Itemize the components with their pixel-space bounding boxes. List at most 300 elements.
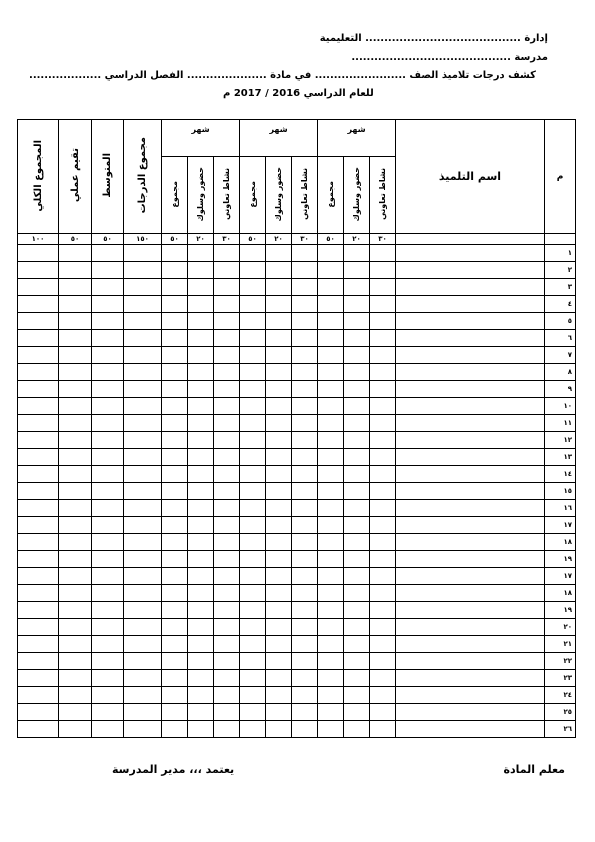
cell-m1-total[interactable] — [318, 704, 344, 721]
cell-practical[interactable] — [59, 687, 92, 704]
cell-m3-total[interactable] — [162, 432, 188, 449]
cell-average[interactable] — [92, 619, 124, 636]
cell-m1-total[interactable] — [318, 670, 344, 687]
cell-name[interactable] — [396, 670, 545, 687]
cell-grand-total[interactable] — [18, 483, 59, 500]
cell-m2-attendance[interactable] — [266, 585, 292, 602]
cell-m2-total[interactable] — [240, 449, 266, 466]
cell-m1-total[interactable] — [318, 381, 344, 398]
cell-m2-attendance[interactable] — [266, 721, 292, 738]
cell-m2-attendance[interactable] — [266, 500, 292, 517]
cell-grand-total[interactable] — [18, 330, 59, 347]
cell-m2-attendance[interactable] — [266, 262, 292, 279]
cell-average[interactable] — [92, 262, 124, 279]
cell-practical[interactable] — [59, 245, 92, 262]
cell-m2-activity[interactable] — [292, 602, 318, 619]
cell-m2-activity[interactable] — [292, 483, 318, 500]
cell-grand-total[interactable] — [18, 551, 59, 568]
cell-m2-total[interactable] — [240, 330, 266, 347]
cell-grand-total[interactable] — [18, 534, 59, 551]
cell-m2-attendance[interactable] — [266, 534, 292, 551]
cell-practical[interactable] — [59, 296, 92, 313]
cell-m1-attendance[interactable] — [344, 398, 370, 415]
cell-m3-attendance[interactable] — [188, 279, 214, 296]
cell-name[interactable] — [396, 415, 545, 432]
cell-m1-total[interactable] — [318, 330, 344, 347]
cell-m1-activity[interactable] — [370, 432, 396, 449]
cell-m2-attendance[interactable] — [266, 568, 292, 585]
cell-practical[interactable] — [59, 568, 92, 585]
cell-grand-total[interactable] — [18, 381, 59, 398]
cell-m2-attendance[interactable] — [266, 687, 292, 704]
cell-name[interactable] — [396, 245, 545, 262]
cell-m3-activity[interactable] — [214, 330, 240, 347]
cell-m2-attendance[interactable] — [266, 313, 292, 330]
cell-m1-total[interactable] — [318, 500, 344, 517]
cell-m1-attendance[interactable] — [344, 670, 370, 687]
cell-average[interactable] — [92, 551, 124, 568]
cell-average[interactable] — [92, 517, 124, 534]
cell-m1-activity[interactable] — [370, 262, 396, 279]
cell-name[interactable] — [396, 704, 545, 721]
cell-m1-attendance[interactable] — [344, 517, 370, 534]
cell-m1-attendance[interactable] — [344, 347, 370, 364]
cell-grades-total[interactable] — [124, 704, 162, 721]
cell-grades-total[interactable] — [124, 466, 162, 483]
cell-m2-attendance[interactable] — [266, 483, 292, 500]
cell-name[interactable] — [396, 330, 545, 347]
cell-grand-total[interactable] — [18, 704, 59, 721]
cell-average[interactable] — [92, 568, 124, 585]
cell-m1-total[interactable] — [318, 449, 344, 466]
cell-m2-total[interactable] — [240, 415, 266, 432]
cell-m3-total[interactable] — [162, 500, 188, 517]
cell-m2-total[interactable] — [240, 500, 266, 517]
cell-m3-attendance[interactable] — [188, 245, 214, 262]
cell-m3-total[interactable] — [162, 585, 188, 602]
cell-practical[interactable] — [59, 279, 92, 296]
cell-m2-activity[interactable] — [292, 500, 318, 517]
cell-grand-total[interactable] — [18, 568, 59, 585]
cell-m3-attendance[interactable] — [188, 296, 214, 313]
cell-m2-activity[interactable] — [292, 585, 318, 602]
cell-m1-activity[interactable] — [370, 415, 396, 432]
cell-m3-attendance[interactable] — [188, 704, 214, 721]
cell-m2-total[interactable] — [240, 398, 266, 415]
cell-name[interactable] — [396, 653, 545, 670]
cell-m2-total[interactable] — [240, 636, 266, 653]
cell-m2-total[interactable] — [240, 432, 266, 449]
cell-grand-total[interactable] — [18, 687, 59, 704]
cell-m3-total[interactable] — [162, 551, 188, 568]
cell-grades-total[interactable] — [124, 432, 162, 449]
cell-m3-attendance[interactable] — [188, 364, 214, 381]
cell-average[interactable] — [92, 398, 124, 415]
cell-m3-activity[interactable] — [214, 500, 240, 517]
cell-m2-total[interactable] — [240, 551, 266, 568]
cell-m2-activity[interactable] — [292, 704, 318, 721]
cell-m1-attendance[interactable] — [344, 296, 370, 313]
cell-grand-total[interactable] — [18, 653, 59, 670]
cell-grades-total[interactable] — [124, 415, 162, 432]
cell-m3-attendance[interactable] — [188, 585, 214, 602]
cell-m3-activity[interactable] — [214, 687, 240, 704]
cell-m1-total[interactable] — [318, 466, 344, 483]
cell-grand-total[interactable] — [18, 517, 59, 534]
cell-practical[interactable] — [59, 415, 92, 432]
cell-average[interactable] — [92, 704, 124, 721]
cell-m2-activity[interactable] — [292, 466, 318, 483]
cell-m2-total[interactable] — [240, 704, 266, 721]
cell-m3-total[interactable] — [162, 279, 188, 296]
cell-m3-total[interactable] — [162, 568, 188, 585]
cell-m3-activity[interactable] — [214, 568, 240, 585]
cell-practical[interactable] — [59, 466, 92, 483]
cell-m2-activity[interactable] — [292, 432, 318, 449]
cell-m2-total[interactable] — [240, 313, 266, 330]
cell-m1-activity[interactable] — [370, 483, 396, 500]
cell-m1-activity[interactable] — [370, 364, 396, 381]
cell-m3-total[interactable] — [162, 670, 188, 687]
cell-m3-total[interactable] — [162, 602, 188, 619]
cell-m3-activity[interactable] — [214, 381, 240, 398]
cell-m2-total[interactable] — [240, 568, 266, 585]
cell-practical[interactable] — [59, 398, 92, 415]
cell-average[interactable] — [92, 381, 124, 398]
cell-m1-activity[interactable] — [370, 687, 396, 704]
cell-m2-activity[interactable] — [292, 262, 318, 279]
cell-m3-activity[interactable] — [214, 721, 240, 738]
cell-name[interactable] — [396, 619, 545, 636]
cell-m1-attendance[interactable] — [344, 602, 370, 619]
cell-m3-attendance[interactable] — [188, 721, 214, 738]
cell-name[interactable] — [396, 466, 545, 483]
cell-m1-total[interactable] — [318, 585, 344, 602]
cell-m1-activity[interactable] — [370, 551, 396, 568]
cell-m3-total[interactable] — [162, 296, 188, 313]
cell-m2-attendance[interactable] — [266, 415, 292, 432]
cell-m1-activity[interactable] — [370, 347, 396, 364]
cell-m2-total[interactable] — [240, 619, 266, 636]
cell-m1-attendance[interactable] — [344, 483, 370, 500]
cell-m2-activity[interactable] — [292, 381, 318, 398]
cell-practical[interactable] — [59, 483, 92, 500]
cell-average[interactable] — [92, 602, 124, 619]
cell-m1-attendance[interactable] — [344, 381, 370, 398]
cell-grand-total[interactable] — [18, 296, 59, 313]
cell-average[interactable] — [92, 279, 124, 296]
cell-m2-attendance[interactable] — [266, 279, 292, 296]
cell-m1-total[interactable] — [318, 347, 344, 364]
cell-m1-total[interactable] — [318, 568, 344, 585]
cell-average[interactable] — [92, 245, 124, 262]
cell-m1-activity[interactable] — [370, 398, 396, 415]
cell-m1-total[interactable] — [318, 534, 344, 551]
cell-m2-attendance[interactable] — [266, 432, 292, 449]
cell-m2-attendance[interactable] — [266, 296, 292, 313]
cell-name[interactable] — [396, 347, 545, 364]
cell-m3-attendance[interactable] — [188, 483, 214, 500]
cell-m1-activity[interactable] — [370, 585, 396, 602]
cell-m2-total[interactable] — [240, 585, 266, 602]
cell-grades-total[interactable] — [124, 296, 162, 313]
cell-name[interactable] — [396, 568, 545, 585]
cell-m3-activity[interactable] — [214, 636, 240, 653]
cell-name[interactable] — [396, 381, 545, 398]
cell-m3-activity[interactable] — [214, 432, 240, 449]
cell-m1-attendance[interactable] — [344, 330, 370, 347]
cell-name[interactable] — [396, 534, 545, 551]
cell-name[interactable] — [396, 398, 545, 415]
cell-grades-total[interactable] — [124, 449, 162, 466]
cell-grades-total[interactable] — [124, 330, 162, 347]
cell-m3-total[interactable] — [162, 534, 188, 551]
cell-m1-attendance[interactable] — [344, 585, 370, 602]
cell-grades-total[interactable] — [124, 364, 162, 381]
cell-grand-total[interactable] — [18, 466, 59, 483]
cell-grades-total[interactable] — [124, 279, 162, 296]
cell-m2-attendance[interactable] — [266, 398, 292, 415]
cell-m2-activity[interactable] — [292, 296, 318, 313]
cell-m2-total[interactable] — [240, 483, 266, 500]
cell-grades-total[interactable] — [124, 670, 162, 687]
cell-m3-total[interactable] — [162, 653, 188, 670]
cell-m2-activity[interactable] — [292, 636, 318, 653]
cell-m1-attendance[interactable] — [344, 262, 370, 279]
cell-m3-attendance[interactable] — [188, 636, 214, 653]
cell-m2-activity[interactable] — [292, 330, 318, 347]
cell-m1-attendance[interactable] — [344, 279, 370, 296]
cell-practical[interactable] — [59, 432, 92, 449]
cell-average[interactable] — [92, 636, 124, 653]
cell-practical[interactable] — [59, 449, 92, 466]
cell-m2-total[interactable] — [240, 279, 266, 296]
cell-grades-total[interactable] — [124, 551, 162, 568]
cell-m1-activity[interactable] — [370, 466, 396, 483]
cell-m3-activity[interactable] — [214, 347, 240, 364]
cell-m3-attendance[interactable] — [188, 534, 214, 551]
cell-m1-activity[interactable] — [370, 636, 396, 653]
cell-m3-activity[interactable] — [214, 534, 240, 551]
cell-m2-attendance[interactable] — [266, 245, 292, 262]
cell-m3-attendance[interactable] — [188, 330, 214, 347]
cell-m2-activity[interactable] — [292, 313, 318, 330]
cell-grades-total[interactable] — [124, 398, 162, 415]
cell-m3-total[interactable] — [162, 721, 188, 738]
cell-grand-total[interactable] — [18, 364, 59, 381]
cell-m3-attendance[interactable] — [188, 398, 214, 415]
cell-m3-total[interactable] — [162, 466, 188, 483]
cell-practical[interactable] — [59, 381, 92, 398]
cell-m2-total[interactable] — [240, 721, 266, 738]
cell-m2-attendance[interactable] — [266, 449, 292, 466]
cell-m3-attendance[interactable] — [188, 551, 214, 568]
cell-m3-activity[interactable] — [214, 245, 240, 262]
cell-m2-total[interactable] — [240, 245, 266, 262]
cell-grand-total[interactable] — [18, 619, 59, 636]
cell-m1-attendance[interactable] — [344, 534, 370, 551]
cell-m2-attendance[interactable] — [266, 347, 292, 364]
cell-grand-total[interactable] — [18, 449, 59, 466]
cell-grand-total[interactable] — [18, 313, 59, 330]
cell-m1-attendance[interactable] — [344, 551, 370, 568]
cell-average[interactable] — [92, 534, 124, 551]
cell-m3-activity[interactable] — [214, 704, 240, 721]
cell-average[interactable] — [92, 347, 124, 364]
cell-grades-total[interactable] — [124, 721, 162, 738]
cell-m3-attendance[interactable] — [188, 517, 214, 534]
cell-average[interactable] — [92, 364, 124, 381]
cell-m1-attendance[interactable] — [344, 415, 370, 432]
cell-m2-activity[interactable] — [292, 398, 318, 415]
cell-name[interactable] — [396, 483, 545, 500]
cell-m1-total[interactable] — [318, 551, 344, 568]
cell-m2-attendance[interactable] — [266, 381, 292, 398]
cell-average[interactable] — [92, 415, 124, 432]
cell-name[interactable] — [396, 500, 545, 517]
cell-m1-total[interactable] — [318, 721, 344, 738]
cell-grades-total[interactable] — [124, 636, 162, 653]
cell-m3-activity[interactable] — [214, 551, 240, 568]
cell-grades-total[interactable] — [124, 483, 162, 500]
cell-grand-total[interactable] — [18, 585, 59, 602]
cell-m3-total[interactable] — [162, 449, 188, 466]
cell-m2-total[interactable] — [240, 687, 266, 704]
cell-m1-activity[interactable] — [370, 619, 396, 636]
cell-grades-total[interactable] — [124, 347, 162, 364]
cell-m2-attendance[interactable] — [266, 619, 292, 636]
cell-practical[interactable] — [59, 585, 92, 602]
cell-grand-total[interactable] — [18, 602, 59, 619]
cell-grades-total[interactable] — [124, 500, 162, 517]
cell-practical[interactable] — [59, 364, 92, 381]
cell-name[interactable] — [396, 279, 545, 296]
cell-m2-total[interactable] — [240, 534, 266, 551]
cell-m1-total[interactable] — [318, 483, 344, 500]
cell-m1-attendance[interactable] — [344, 364, 370, 381]
cell-average[interactable] — [92, 483, 124, 500]
cell-grand-total[interactable] — [18, 398, 59, 415]
cell-m1-total[interactable] — [318, 636, 344, 653]
cell-m1-attendance[interactable] — [344, 313, 370, 330]
cell-m1-activity[interactable] — [370, 568, 396, 585]
cell-m3-total[interactable] — [162, 245, 188, 262]
cell-m2-activity[interactable] — [292, 534, 318, 551]
cell-m3-activity[interactable] — [214, 415, 240, 432]
cell-practical[interactable] — [59, 500, 92, 517]
cell-practical[interactable] — [59, 602, 92, 619]
cell-m1-total[interactable] — [318, 687, 344, 704]
cell-m2-total[interactable] — [240, 262, 266, 279]
cell-m3-attendance[interactable] — [188, 687, 214, 704]
cell-m3-total[interactable] — [162, 704, 188, 721]
cell-name[interactable] — [396, 636, 545, 653]
cell-m2-attendance[interactable] — [266, 704, 292, 721]
cell-m1-activity[interactable] — [370, 653, 396, 670]
cell-name[interactable] — [396, 602, 545, 619]
cell-name[interactable] — [396, 585, 545, 602]
cell-m1-total[interactable] — [318, 296, 344, 313]
cell-name[interactable] — [396, 449, 545, 466]
cell-m3-total[interactable] — [162, 398, 188, 415]
cell-m3-attendance[interactable] — [188, 313, 214, 330]
cell-grades-total[interactable] — [124, 381, 162, 398]
cell-m2-activity[interactable] — [292, 279, 318, 296]
cell-grades-total[interactable] — [124, 313, 162, 330]
cell-name[interactable] — [396, 262, 545, 279]
cell-m2-activity[interactable] — [292, 721, 318, 738]
cell-m3-total[interactable] — [162, 381, 188, 398]
cell-m2-total[interactable] — [240, 381, 266, 398]
cell-grand-total[interactable] — [18, 415, 59, 432]
cell-m1-activity[interactable] — [370, 449, 396, 466]
cell-m3-activity[interactable] — [214, 398, 240, 415]
cell-name[interactable] — [396, 432, 545, 449]
cell-grades-total[interactable] — [124, 568, 162, 585]
cell-practical[interactable] — [59, 517, 92, 534]
cell-m3-total[interactable] — [162, 636, 188, 653]
cell-m3-activity[interactable] — [214, 517, 240, 534]
cell-grades-total[interactable] — [124, 534, 162, 551]
cell-m1-activity[interactable] — [370, 704, 396, 721]
cell-grand-total[interactable] — [18, 670, 59, 687]
cell-m2-total[interactable] — [240, 517, 266, 534]
cell-name[interactable] — [396, 721, 545, 738]
cell-m1-activity[interactable] — [370, 313, 396, 330]
cell-m1-total[interactable] — [318, 313, 344, 330]
cell-m3-total[interactable] — [162, 313, 188, 330]
cell-m3-attendance[interactable] — [188, 670, 214, 687]
cell-m1-total[interactable] — [318, 653, 344, 670]
cell-m1-total[interactable] — [318, 619, 344, 636]
cell-m3-total[interactable] — [162, 517, 188, 534]
cell-m1-attendance[interactable] — [344, 687, 370, 704]
cell-m2-activity[interactable] — [292, 687, 318, 704]
cell-m2-activity[interactable] — [292, 364, 318, 381]
cell-grand-total[interactable] — [18, 636, 59, 653]
cell-m1-attendance[interactable] — [344, 245, 370, 262]
cell-m1-total[interactable] — [318, 415, 344, 432]
cell-m3-activity[interactable] — [214, 296, 240, 313]
cell-m3-activity[interactable] — [214, 449, 240, 466]
cell-grades-total[interactable] — [124, 619, 162, 636]
cell-m3-total[interactable] — [162, 330, 188, 347]
cell-average[interactable] — [92, 466, 124, 483]
cell-grades-total[interactable] — [124, 262, 162, 279]
cell-m1-activity[interactable] — [370, 500, 396, 517]
cell-average[interactable] — [92, 296, 124, 313]
cell-m1-attendance[interactable] — [344, 466, 370, 483]
cell-m2-total[interactable] — [240, 466, 266, 483]
cell-m3-activity[interactable] — [214, 483, 240, 500]
cell-name[interactable] — [396, 551, 545, 568]
cell-m2-attendance[interactable] — [266, 364, 292, 381]
cell-practical[interactable] — [59, 653, 92, 670]
cell-m1-attendance[interactable] — [344, 568, 370, 585]
cell-m2-activity[interactable] — [292, 670, 318, 687]
cell-m3-activity[interactable] — [214, 262, 240, 279]
cell-average[interactable] — [92, 432, 124, 449]
cell-m2-total[interactable] — [240, 670, 266, 687]
cell-m2-activity[interactable] — [292, 619, 318, 636]
cell-m1-activity[interactable] — [370, 296, 396, 313]
cell-m2-activity[interactable] — [292, 415, 318, 432]
cell-m3-total[interactable] — [162, 687, 188, 704]
cell-m3-attendance[interactable] — [188, 466, 214, 483]
cell-m2-activity[interactable] — [292, 653, 318, 670]
cell-m1-attendance[interactable] — [344, 721, 370, 738]
cell-m1-activity[interactable] — [370, 517, 396, 534]
